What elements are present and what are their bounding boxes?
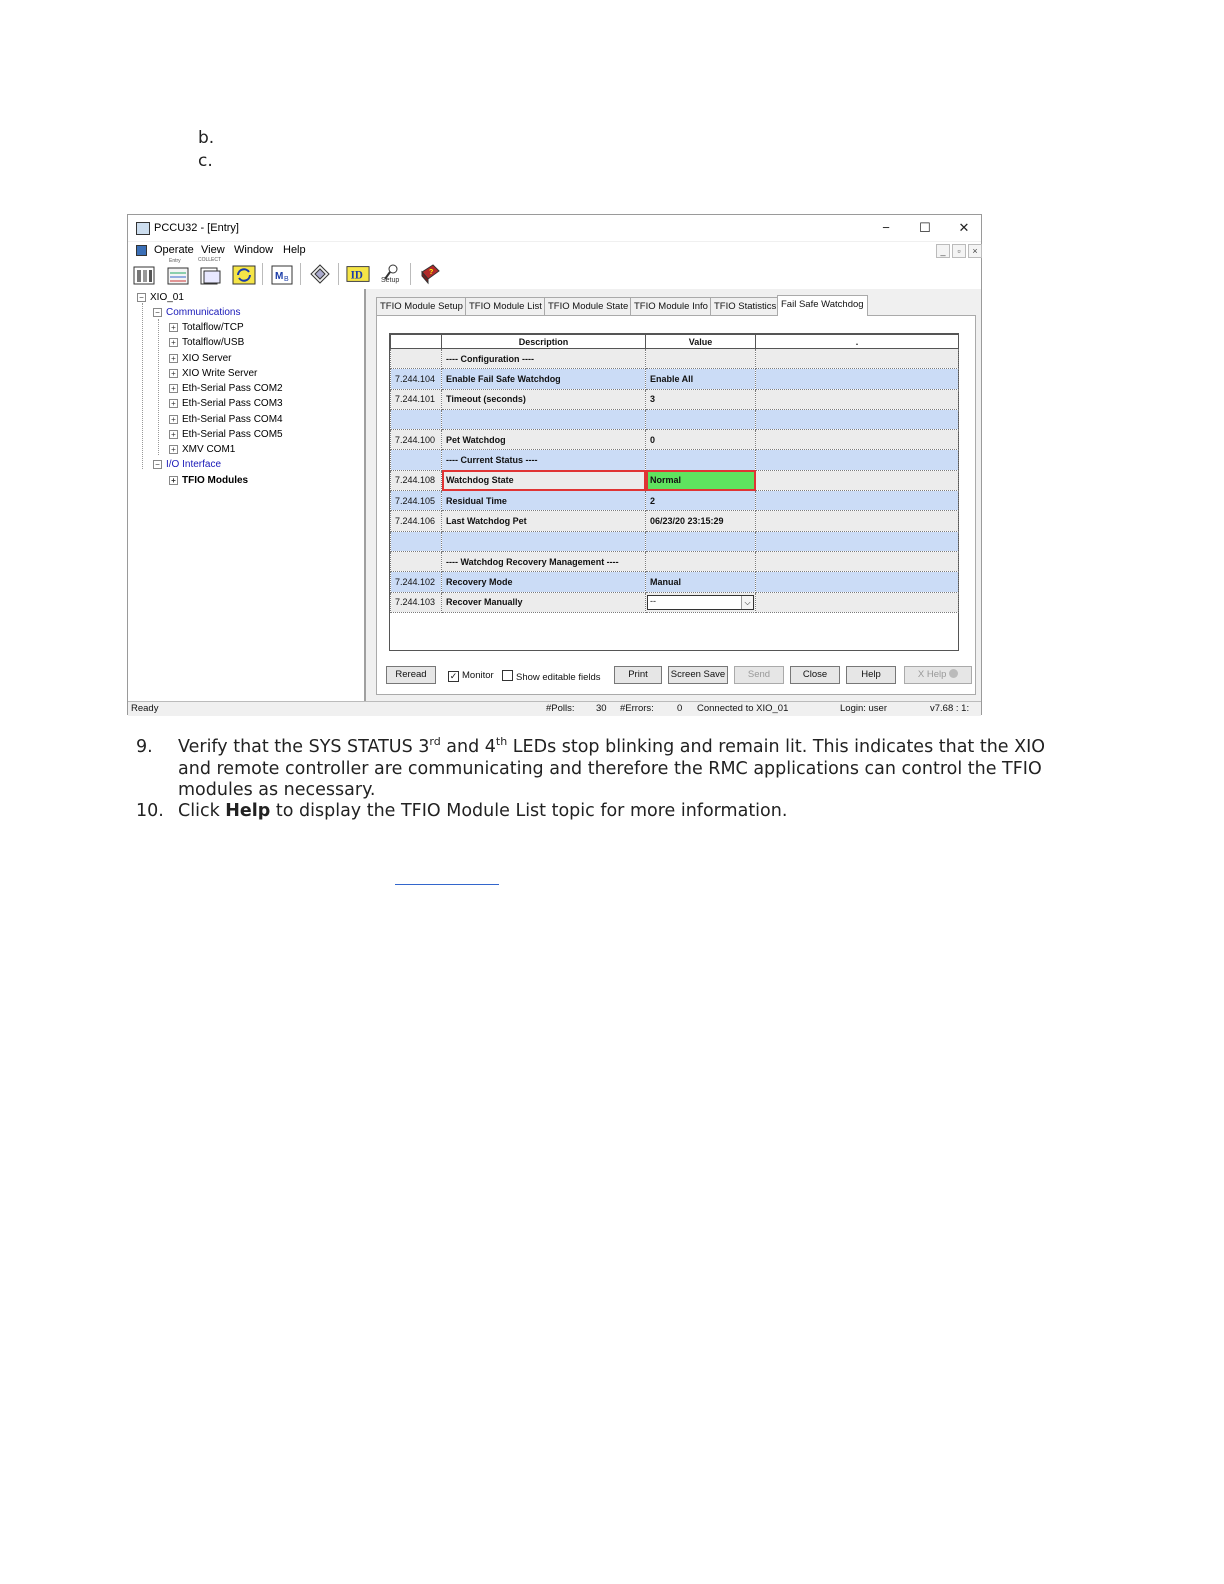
tree-node-comm-child[interactable]: + XIO Server bbox=[169, 353, 231, 364]
status-bar bbox=[128, 701, 981, 716]
expand-icon[interactable]: + bbox=[169, 430, 178, 439]
menu-operate[interactable]: Operate bbox=[154, 244, 194, 256]
table-row bbox=[391, 349, 959, 369]
list-letter-b: b. bbox=[198, 128, 215, 148]
polls-count: 30 bbox=[596, 703, 607, 714]
expand-icon[interactable]: + bbox=[169, 384, 178, 393]
list-letter-c: c. bbox=[198, 151, 213, 171]
xhelp-icon bbox=[949, 669, 958, 678]
tab-fail-safe-watchdog[interactable]: Fail Safe Watchdog bbox=[777, 295, 868, 316]
header-extra: . bbox=[756, 335, 959, 349]
step-10-text: Click Help to display the TFIO Module List topic for more information. bbox=[178, 801, 788, 821]
last-pet-value: 06/23/20 23:15:29 bbox=[646, 511, 756, 531]
reread-button[interactable]: Reread bbox=[386, 666, 436, 684]
expand-icon[interactable]: + bbox=[169, 399, 178, 408]
expand-icon[interactable]: + bbox=[169, 445, 178, 454]
checkbox-icon[interactable] bbox=[502, 670, 513, 681]
tree-node-comm-child[interactable]: + Eth-Serial Pass COM4 bbox=[169, 414, 283, 425]
errors-label: #Errors: bbox=[620, 703, 654, 714]
collect-icon[interactable] bbox=[198, 257, 222, 286]
app-icon bbox=[136, 222, 150, 235]
show-editable-checkbox[interactable]: Show editable fields bbox=[502, 670, 601, 683]
watchdog-state-label: Watchdog State bbox=[442, 470, 646, 490]
table-row: 7.244.104 Enable Fail Safe Watchdog Enable All bbox=[391, 369, 959, 389]
collapse-icon[interactable]: − bbox=[153, 308, 162, 317]
mdi-restore-button[interactable]: ▫ bbox=[952, 244, 966, 258]
timeout-value[interactable]: 3 bbox=[646, 389, 756, 409]
table-row: 7.244.100 Pet Watchdog 0 bbox=[391, 430, 959, 450]
step-9-number: 9. bbox=[136, 737, 153, 757]
minimize-button[interactable]: − bbox=[882, 220, 890, 235]
tree-guide-line bbox=[142, 303, 143, 469]
polls-label: #Polls: bbox=[546, 703, 575, 714]
toolbar bbox=[128, 259, 981, 289]
window-title: PCCU32 - [Entry] bbox=[154, 222, 239, 234]
mdi-minimize-button[interactable]: _ bbox=[936, 244, 950, 258]
table-row bbox=[391, 409, 959, 429]
hyperlink-underline[interactable] bbox=[395, 884, 499, 885]
table-row bbox=[391, 531, 959, 551]
expand-icon[interactable]: + bbox=[169, 476, 178, 485]
monitor-checkbox[interactable]: ✓ Monitor bbox=[449, 670, 494, 681]
tree-node-comm-child[interactable]: + Totalflow/USB bbox=[169, 337, 244, 348]
close-button[interactable]: Close bbox=[790, 666, 840, 684]
section-recovery: ---- Watchdog Recovery Management ---- bbox=[442, 551, 646, 571]
checkbox-checked-icon[interactable]: ✓ bbox=[449, 671, 458, 681]
entry-icon[interactable] bbox=[132, 262, 156, 286]
section-current-status: ---- Current Status ---- bbox=[442, 450, 646, 470]
toolbar-separator bbox=[338, 263, 339, 285]
table-row: 7.244.101 Timeout (seconds) 3 bbox=[391, 389, 959, 409]
refresh-icon[interactable] bbox=[232, 262, 256, 286]
chevron-down-icon[interactable]: ⌵ bbox=[741, 596, 753, 609]
toolbar-separator bbox=[300, 263, 301, 285]
watchdog-grid bbox=[389, 333, 959, 651]
calibrate-icon[interactable] bbox=[308, 262, 332, 286]
svg-text:M: M bbox=[275, 271, 284, 282]
tree-node-comm-child[interactable]: + Eth-Serial Pass COM3 bbox=[169, 398, 283, 409]
send-button[interactable]: Send bbox=[734, 666, 784, 684]
tree-guide-line bbox=[158, 319, 159, 455]
step-9-text: Verify that the SYS STATUS 3rd and 4th LEDs stop blinking and remain lit. This indicates that the XIO bbox=[178, 735, 1046, 757]
toolbar-separator bbox=[410, 263, 411, 285]
tree-node-comm-child[interactable]: + XMV COM1 bbox=[169, 444, 235, 455]
menu-help[interactable]: Help bbox=[283, 244, 306, 256]
table-row: 7.244.105 Residual Time 2 bbox=[391, 491, 959, 511]
id-icon[interactable] bbox=[346, 262, 372, 286]
menu-window[interactable]: Window bbox=[234, 244, 274, 256]
tab-tfio-module-state[interactable]: TFIO Module State bbox=[544, 297, 632, 315]
tree-node-tfio-modules[interactable]: + TFIO Modules bbox=[169, 475, 248, 486]
title-bar bbox=[128, 215, 981, 241]
connection-status: Connected to XIO_01 bbox=[697, 703, 789, 714]
step-9-line-3: modules as necessary. bbox=[178, 780, 376, 800]
content-pane bbox=[368, 291, 980, 701]
svg-text:B: B bbox=[284, 276, 289, 283]
tree-node-io-interface[interactable]: − I/O Interface bbox=[153, 459, 221, 470]
table-row: 7.244.108 Watchdog State Normal bbox=[391, 470, 959, 490]
menu-view[interactable]: View bbox=[201, 244, 225, 256]
print-button[interactable]: Print bbox=[614, 666, 662, 684]
svg-text:?: ? bbox=[429, 269, 434, 276]
screen-save-button[interactable]: Screen Save bbox=[668, 666, 728, 684]
collapse-icon[interactable]: − bbox=[137, 293, 146, 302]
collapse-icon[interactable]: − bbox=[153, 460, 162, 469]
modbus-icon[interactable] bbox=[270, 262, 294, 286]
setup-icon[interactable] bbox=[380, 262, 404, 286]
expand-icon[interactable]: + bbox=[169, 369, 178, 378]
close-window-button[interactable]: ✕ bbox=[958, 220, 970, 235]
expand-icon[interactable]: + bbox=[169, 338, 178, 347]
watchdog-state-value: Normal bbox=[646, 470, 756, 490]
recovery-mode-value[interactable]: Manual bbox=[646, 572, 756, 592]
pet-watchdog-value[interactable]: 0 bbox=[646, 430, 756, 450]
watchdog-table bbox=[390, 334, 959, 613]
tree-node-comm-child[interactable]: + Totalflow/TCP bbox=[169, 322, 244, 333]
expand-icon[interactable]: + bbox=[169, 354, 178, 363]
version-status: v7.68 : 1: bbox=[930, 703, 970, 714]
header-description: Description bbox=[442, 335, 646, 349]
tree-node-comm-child[interactable]: + Eth-Serial Pass COM2 bbox=[169, 383, 283, 394]
mdi-system-icon[interactable] bbox=[136, 245, 147, 256]
pccu32-window bbox=[127, 214, 982, 715]
tree-node-communications[interactable]: − Communications bbox=[153, 307, 240, 318]
collect-label: COLLECT bbox=[198, 257, 222, 263]
xhelp-button[interactable]: X Help bbox=[904, 666, 972, 684]
login-status: Login: user bbox=[840, 703, 888, 714]
header-register bbox=[391, 335, 442, 349]
tab-tfio-module-info[interactable]: TFIO Module Info bbox=[630, 297, 712, 315]
tab-body bbox=[376, 315, 976, 695]
tree-node-comm-child[interactable]: + XIO Write Server bbox=[169, 368, 257, 379]
navigation-tree bbox=[128, 289, 366, 701]
section-configuration: ---- Configuration ---- bbox=[442, 349, 646, 369]
step-9-line-2: and remote controller are communicating and therefore the RMC applications can control the TFIO bbox=[178, 759, 1042, 779]
report-icon[interactable] bbox=[166, 258, 190, 286]
recover-manually-dropdown[interactable]: -- ⌵ bbox=[647, 595, 754, 610]
tree-node-comm-child[interactable]: + Eth-Serial Pass COM5 bbox=[169, 429, 283, 440]
setup-label: Setup bbox=[381, 277, 400, 284]
status-ready: Ready bbox=[131, 703, 159, 714]
maximize-button[interactable]: ☐ bbox=[919, 220, 931, 235]
residual-time-value: 2 bbox=[646, 491, 756, 511]
svg-text:ID: ID bbox=[350, 269, 363, 282]
header-value: Value bbox=[646, 335, 756, 349]
tree-node-root[interactable]: − XIO_01 bbox=[137, 292, 184, 303]
table-row: 7.244.106 Last Watchdog Pet 06/23/20 23:15:29 bbox=[391, 511, 959, 531]
table-header-row bbox=[391, 335, 959, 349]
toolbar-separator bbox=[262, 263, 263, 285]
expand-icon[interactable]: + bbox=[169, 415, 178, 424]
menu-bar bbox=[128, 242, 981, 259]
tab-tfio-statistics[interactable]: TFIO Statistics bbox=[710, 297, 780, 315]
help-button[interactable]: Help bbox=[846, 666, 896, 684]
step-10-number: 10. bbox=[136, 801, 164, 821]
tab-tfio-module-list[interactable]: TFIO Module List bbox=[465, 297, 546, 315]
table-row: 7.244.103 Recover Manually -- ⌵ bbox=[391, 592, 959, 612]
tab-tfio-module-setup[interactable]: TFIO Module Setup bbox=[376, 297, 467, 315]
table-row: 7.244.102 Recovery Mode Manual bbox=[391, 572, 959, 592]
entry-label: Entry bbox=[169, 258, 181, 264]
table-row bbox=[391, 551, 959, 571]
errors-count: 0 bbox=[677, 703, 683, 714]
help-book-icon[interactable] bbox=[418, 262, 442, 286]
mdi-close-button[interactable]: × bbox=[968, 244, 982, 258]
table-row bbox=[391, 450, 959, 470]
expand-icon[interactable]: + bbox=[169, 323, 178, 332]
enable-watchdog-value[interactable]: Enable All bbox=[646, 369, 756, 389]
